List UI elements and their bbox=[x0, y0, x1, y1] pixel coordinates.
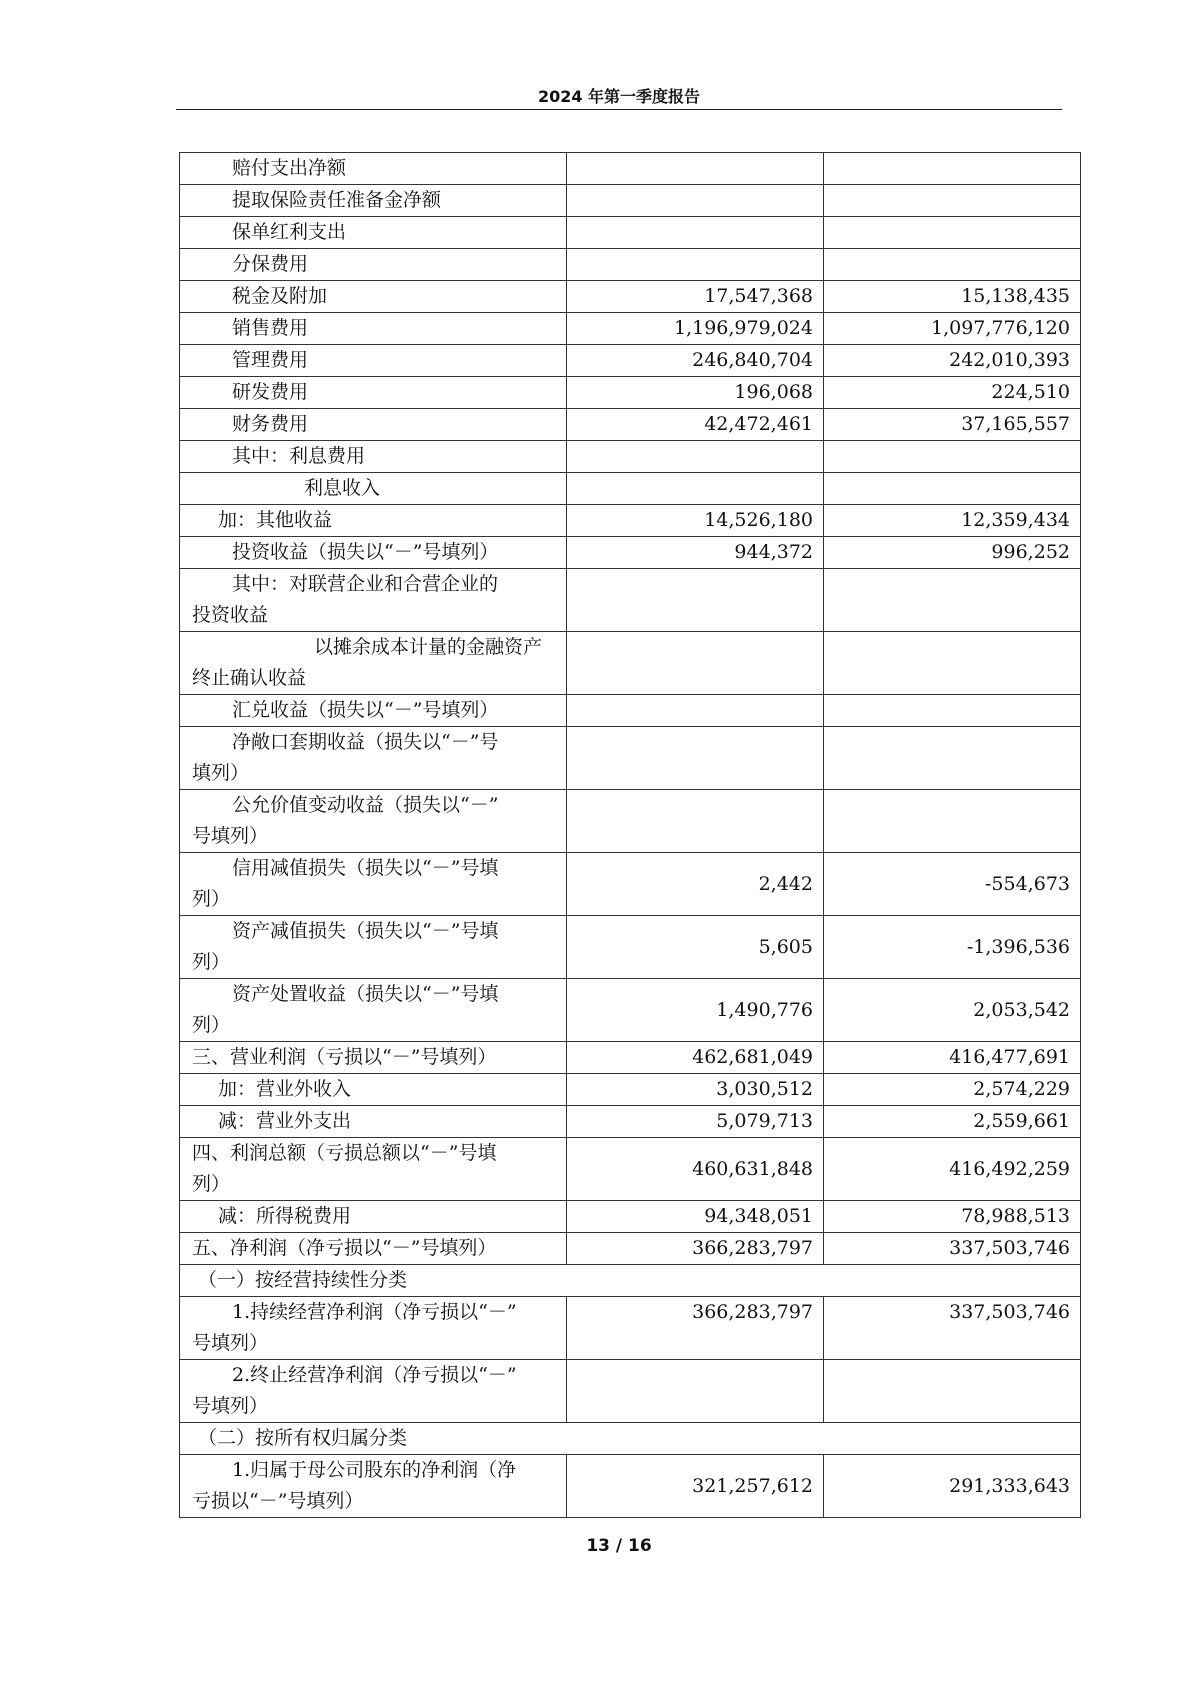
row-label: 分保费用 bbox=[232, 253, 309, 275]
row-label-line2: 亏损以“－”号填列） bbox=[192, 1490, 364, 1512]
row-label: 加：营业外收入 bbox=[218, 1078, 352, 1100]
table-row bbox=[180, 185, 1081, 217]
prior-period-value: 15,138,435 bbox=[824, 281, 1081, 313]
prior-period-value bbox=[824, 695, 1081, 727]
prior-period-value: 224,510 bbox=[824, 377, 1081, 409]
row-label: 三、营业利润（亏损以“－”号填列） bbox=[192, 1046, 497, 1068]
page-number: 13 / 16 bbox=[586, 1536, 652, 1556]
table-row bbox=[180, 1074, 1081, 1106]
prior-period-value bbox=[824, 185, 1081, 217]
section-heading: （一）按经营持续性分类 bbox=[198, 1269, 408, 1291]
current-period-value: 460,631,848 bbox=[567, 1138, 824, 1201]
current-period-value: 3,030,512 bbox=[567, 1074, 824, 1106]
table-row bbox=[180, 313, 1081, 345]
table-row bbox=[180, 505, 1081, 537]
row-label-line1: 2.终止经营净利润（净亏损以“－” bbox=[232, 1364, 517, 1386]
table-row bbox=[180, 695, 1081, 727]
table-row bbox=[180, 1360, 1081, 1423]
row-label-line2: 填列） bbox=[192, 762, 250, 784]
prior-period-value: 416,492,259 bbox=[824, 1138, 1081, 1201]
current-period-value: 14,526,180 bbox=[567, 505, 824, 537]
prior-period-value: 12,359,434 bbox=[824, 505, 1081, 537]
prior-period-value bbox=[824, 473, 1081, 505]
current-period-value bbox=[567, 153, 824, 185]
current-period-value bbox=[567, 441, 824, 473]
current-period-value bbox=[567, 632, 824, 695]
row-label-line2: 列） bbox=[192, 951, 231, 973]
current-period-value: 462,681,049 bbox=[567, 1042, 824, 1074]
prior-period-value: 78,988,513 bbox=[824, 1201, 1081, 1233]
table-row bbox=[180, 790, 1081, 853]
row-label-line1: 1.归属于母公司股东的净利润（净 bbox=[232, 1459, 517, 1481]
row-label: 五、净利润（净亏损以“－”号填列） bbox=[192, 1237, 497, 1259]
table-row bbox=[180, 1455, 1081, 1518]
current-period-value bbox=[567, 217, 824, 249]
row-label-line1: 资产处置收益（损失以“－”号填 bbox=[232, 983, 499, 1005]
prior-period-value: 2,053,542 bbox=[824, 979, 1081, 1042]
row-label: 投资收益（损失以“－”号填列） bbox=[232, 541, 499, 563]
prior-period-value bbox=[824, 153, 1081, 185]
current-period-value: 1,490,776 bbox=[567, 979, 824, 1042]
row-label: 管理费用 bbox=[232, 349, 309, 371]
table-row bbox=[180, 632, 1081, 695]
row-label: 保单红利支出 bbox=[232, 221, 347, 243]
table-row bbox=[180, 1138, 1081, 1201]
table-row bbox=[180, 281, 1081, 313]
prior-period-value bbox=[824, 1360, 1081, 1423]
table-row bbox=[180, 153, 1081, 185]
table-row bbox=[180, 473, 1081, 505]
row-label-line1: 四、利润总额（亏损总额以“－”号填 bbox=[192, 1142, 497, 1164]
current-period-value: 17,547,368 bbox=[567, 281, 824, 313]
row-label: 汇兑收益（损失以“－”号填列） bbox=[232, 699, 499, 721]
current-period-value: 1,196,979,024 bbox=[567, 313, 824, 345]
row-label: 减：所得税费用 bbox=[218, 1205, 352, 1227]
table-row bbox=[180, 249, 1081, 281]
report-header-title: 2024 年第一季度报告 bbox=[537, 87, 701, 106]
current-period-value: 246,840,704 bbox=[567, 345, 824, 377]
current-period-value bbox=[567, 790, 824, 853]
table-row bbox=[180, 537, 1081, 569]
row-label-line1: 净敞口套期收益（损失以“－”号 bbox=[232, 731, 499, 753]
section-heading-row bbox=[180, 1423, 1081, 1455]
current-period-value: 94,348,051 bbox=[567, 1201, 824, 1233]
row-label-line2: 投资收益 bbox=[192, 604, 269, 626]
current-period-value: 321,257,612 bbox=[567, 1455, 824, 1518]
table-row bbox=[180, 979, 1081, 1042]
table-row bbox=[180, 916, 1081, 979]
prior-period-value: 337,503,746 bbox=[824, 1297, 1081, 1360]
current-period-value: 5,605 bbox=[567, 916, 824, 979]
prior-period-value: 2,574,229 bbox=[824, 1074, 1081, 1106]
row-label-line2: 列） bbox=[192, 1014, 231, 1036]
current-period-value bbox=[567, 249, 824, 281]
table-row bbox=[180, 441, 1081, 473]
prior-period-value: 242,010,393 bbox=[824, 345, 1081, 377]
prior-period-value: 37,165,557 bbox=[824, 409, 1081, 441]
row-label: 研发费用 bbox=[232, 381, 309, 403]
prior-period-value: 1,097,776,120 bbox=[824, 313, 1081, 345]
current-period-value: 42,472,461 bbox=[567, 409, 824, 441]
prior-period-value bbox=[824, 727, 1081, 790]
row-label: 利息收入 bbox=[304, 477, 381, 499]
row-label-line2: 号填列） bbox=[192, 1332, 269, 1354]
table-row bbox=[180, 569, 1081, 632]
row-label: 税金及附加 bbox=[232, 285, 328, 307]
current-period-value bbox=[567, 473, 824, 505]
row-label: 赔付支出净额 bbox=[232, 157, 347, 179]
section-heading-row bbox=[180, 1265, 1081, 1297]
row-label-line2: 列） bbox=[192, 888, 231, 910]
row-label-line1: 公允价值变动收益（损失以“－” bbox=[232, 794, 499, 816]
current-period-value: 944,372 bbox=[567, 537, 824, 569]
prior-period-value bbox=[824, 249, 1081, 281]
current-period-value: 366,283,797 bbox=[567, 1297, 824, 1360]
header-divider bbox=[176, 109, 1062, 110]
prior-period-value bbox=[824, 632, 1081, 695]
current-period-value: 366,283,797 bbox=[567, 1233, 824, 1265]
table-row bbox=[180, 1233, 1081, 1265]
current-period-value: 5,079,713 bbox=[567, 1106, 824, 1138]
current-period-value bbox=[567, 727, 824, 790]
prior-period-value: 337,503,746 bbox=[824, 1233, 1081, 1265]
row-label-line2: 号填列） bbox=[192, 1395, 269, 1417]
table-row bbox=[180, 853, 1081, 916]
row-label-line1: 信用减值损失（损失以“－”号填 bbox=[232, 857, 499, 879]
table-row bbox=[180, 1042, 1081, 1074]
row-label: 其中：利息费用 bbox=[232, 445, 366, 467]
prior-period-value: 996,252 bbox=[824, 537, 1081, 569]
row-label-line1: 资产减值损失（损失以“－”号填 bbox=[232, 920, 499, 942]
table-row bbox=[180, 1106, 1081, 1138]
prior-period-value: -554,673 bbox=[824, 853, 1081, 916]
current-period-value bbox=[567, 1360, 824, 1423]
current-period-value bbox=[567, 569, 824, 632]
row-label-line2: 列） bbox=[192, 1173, 231, 1195]
table-row bbox=[180, 217, 1081, 249]
table-row bbox=[180, 727, 1081, 790]
row-label: 提取保险责任准备金净额 bbox=[232, 189, 442, 211]
table-row bbox=[180, 377, 1081, 409]
income-statement-table bbox=[179, 152, 1081, 1518]
table-row bbox=[180, 409, 1081, 441]
prior-period-value: 416,477,691 bbox=[824, 1042, 1081, 1074]
prior-period-value bbox=[824, 569, 1081, 632]
table-row bbox=[180, 1297, 1081, 1360]
row-label: 销售费用 bbox=[232, 317, 309, 339]
section-heading: （二）按所有权归属分类 bbox=[198, 1427, 408, 1449]
table-row bbox=[180, 345, 1081, 377]
row-label-line1: 其中：对联营企业和合营企业的 bbox=[232, 573, 499, 595]
row-label-line1: 以摊余成本计量的金融资产 bbox=[314, 636, 543, 658]
prior-period-value bbox=[824, 441, 1081, 473]
current-period-value: 2,442 bbox=[567, 853, 824, 916]
prior-period-value: 2,559,661 bbox=[824, 1106, 1081, 1138]
current-period-value bbox=[567, 695, 824, 727]
prior-period-value: -1,396,536 bbox=[824, 916, 1081, 979]
row-label: 减：营业外支出 bbox=[218, 1110, 352, 1132]
row-label: 加：其他收益 bbox=[218, 509, 333, 531]
current-period-value bbox=[567, 185, 824, 217]
row-label: 财务费用 bbox=[232, 413, 309, 435]
current-period-value: 196,068 bbox=[567, 377, 824, 409]
prior-period-value: 291,333,643 bbox=[824, 1455, 1081, 1518]
row-label-line1: 1.持续经营净利润（净亏损以“－” bbox=[232, 1301, 517, 1323]
row-label-line2: 终止确认收益 bbox=[192, 667, 307, 689]
prior-period-value bbox=[824, 790, 1081, 853]
table-row bbox=[180, 1201, 1081, 1233]
prior-period-value bbox=[824, 217, 1081, 249]
row-label-line2: 号填列） bbox=[192, 825, 269, 847]
